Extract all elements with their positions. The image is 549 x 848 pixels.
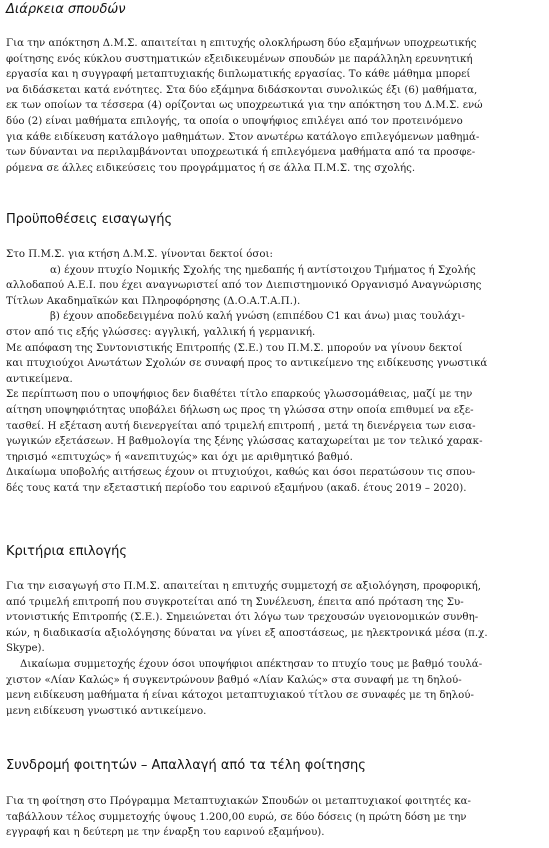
- text-line: β) έχουν αποδεδειγμένα πολύ καλή γνώση (επιπέδου C1 και άνω) μιας τουλάχι-: [50, 311, 465, 323]
- text-line: αίτηση υποψηφιότητας υποβάλει δήλωση ως προς τη γλώσσα στην οποία επιθυμεί να εξε-: [6, 404, 474, 416]
- text-line: α) έχουν πτυχίο Νομικής Σχολής της ημεδαπής ή αντίστοιχου Τμήματος ή Σχολής: [50, 264, 476, 276]
- section-body-criteria: [6, 579, 542, 719]
- text-line: χιστον «Λίαν Καλώς» ή συγκεντρώνουν βαθμό «Λίαν Καλώς» στα συναφή με τη δηλού-: [6, 674, 462, 686]
- section-body-fees: [6, 794, 542, 841]
- text-line: εκ των οποίων τα τέσσερα (4) ορίζονται ως υποχρεωτικά για την απόκτηση του Δ.Μ.Σ. ενώ: [6, 100, 483, 112]
- text-line: Με απόφαση της Συντονιστικής Επιτροπής (Σ.Ε.) του Π.Μ.Σ. μπορούν να γίνουν δεκτοί: [6, 342, 463, 354]
- text-line: ταβάλλουν τέλος συμμετοχής ύψους 1.200,00 ευρώ, σε δύο δόσεις (η πρώτη δόση με την: [6, 811, 467, 823]
- text-line: φοίτησης ενός κύκλου συστηματικών εξειδικευμένων σπουδών με παράλληλη ερευνητική: [6, 53, 473, 65]
- text-line: για κάθε ειδίκευση κατάλογο μαθημάτων. Στον ανωτέρω κατάλογο επιλεγόμενων μαθημά-: [6, 131, 480, 143]
- text-line: στον από τις εξής γλώσσες: αγγλική, γαλλική ή γερμανική.: [6, 326, 316, 338]
- section-heading-admission: Προϋποθέσεις εισαγωγής: [6, 212, 173, 227]
- text-line: μενη ειδίκευση μαθήματα ή είναι κάτοχοι μεταπτυχιακού τίτλου σε συναφές με τη δηλού-: [6, 690, 474, 702]
- text-line: Για την εισαγωγή στο Π.Μ.Σ. απαιτείται η επιτυχής συμμετοχή σε αξιολόγηση, προφορική,: [6, 581, 482, 592]
- text-line: ντονιστικής Επιτροπής (Σ.Ε.). Σημειώνεται ότι λόγω των τρεχουσών υγειονομικών συνθη-: [6, 612, 479, 624]
- text-line: δές τους κατά την εξεταστική περίοδο του εαρινού εξαμήνου (ακαδ. έτους 2019 – 2020).: [6, 482, 467, 494]
- text-line: αλλοδαπού Α.Ε.Ι. που έχει αναγνωριστεί από τον Διεπιστημονικό Οργανισμό Αναγνώρισης: [6, 280, 482, 292]
- text-line: ρόμενα σε άλλες ειδικεύσεις του προγράμματος ή σε άλλα Π.Μ.Σ. της σχολής.: [6, 162, 416, 174]
- text-line: Για τη φοίτηση στο Πρόγραμμα Μεταπτυχιακών Σπουδών οι μεταπτυχιακοί φοιτητές κα-: [6, 796, 471, 807]
- text-line: Για την απόκτηση Δ.Μ.Σ. απαιτείται η επιτυχής ολοκλήρωση δύο εξαμήνων υποχρεωτικής: [6, 38, 477, 49]
- text-line: Skype).: [6, 643, 45, 655]
- text-line: Δικαίωμα συμμετοχής έχουν όσοι υποψήφιοι απέκτησαν το πτυχίο τους με βαθμό τουλά-: [20, 658, 483, 670]
- text-line: εγγραφή και η δεύτερη με την έναρξη του εαρινού εξαμήνου).: [6, 827, 325, 839]
- text-line: των δύνανται να περιλαμβάνονται υποχρεωτικά ή επιλεγόμενα μαθήματα από τα προσφε-: [6, 147, 476, 159]
- text-line: τασθεί. Η εξέταση αυτή διενεργείται από τριμελή επιτροπή , μετά τη διενέργεια των εισα-: [6, 420, 476, 432]
- section-heading-fees: Συνδρομή φοιτητών – Απαλλαγή από τα τέλη φοίτησης: [6, 758, 366, 773]
- text-line: εργασία και η συγγραφή μεταπτυχιακής διπλωματικής εργασίας. Το κάθε μάθημα μπορεί: [6, 69, 471, 81]
- text-line: να διδάσκεται κατά ενότητες. Στα δύο εξάμηνα διδάσκονται συνολικώς έξι (6) μαθήματα,: [6, 84, 478, 96]
- text-line: δύο (2) είναι μαθήματα επιλογής, τα οποία ο υποψήφιος επιλέγει από τον προτεινόμενο: [6, 115, 463, 127]
- section-body-admission: [6, 247, 542, 497]
- text-line: Σε περίπτωση που ο υποψήφιος δεν διαθέτει τίτλο επαρκούς γλωσσομάθειας, μαζί με την: [6, 389, 473, 401]
- text-line: και πτυχιούχοι Ανωτάτων Σχολών σε συναφή προς το αντικείμενο της ειδίκευσης γνωστικά: [6, 358, 488, 370]
- section-heading-duration: Διάρκεια σπουδών: [6, 2, 126, 17]
- section-heading-criteria: Κριτήρια επιλογής: [6, 544, 128, 559]
- text-line: Δικαίωμα υποβολής αιτήσεως έχουν οι πτυχιούχοι, καθώς και όσοι περατώσουν τις σπου-: [6, 467, 476, 479]
- text-line: μενη ειδίκευση γνωστικό αντικείμενο.: [6, 705, 207, 717]
- text-line: Τίτλων Ακαδημαϊκών και Πληροφόρησης (Δ.Ο.Α.Τ.Α.Π.).: [6, 295, 301, 307]
- text-line: Στο Π.Μ.Σ. για κτήση Δ.Μ.Σ. γίνονται δεκτοί όσοι:: [6, 249, 273, 260]
- text-line: γωγικών εξετάσεων. Η βαθμολογία της ξένης γλώσσας καταχωρείται με τον τελικό χαρακ-: [6, 436, 483, 448]
- text-line: αντικείμενα.: [6, 373, 73, 385]
- text-line: από τριμελή επιτροπή που συγκροτείται από τη Συνέλευση, έπειτα από πρόταση της Συ-: [6, 596, 464, 608]
- text-line: τηρισμό «επιτυχώς» ή «ανεπιτυχώς» και όχι με αριθμητικό βαθμό.: [6, 451, 353, 463]
- text-line: κών, η διαδικασία αξιολόγησης δύναται να γίνει εξ αποστάσεως, με ηλεκτρονικά μέσα (π.χ.: [6, 627, 488, 639]
- section-body-duration: [6, 36, 542, 176]
